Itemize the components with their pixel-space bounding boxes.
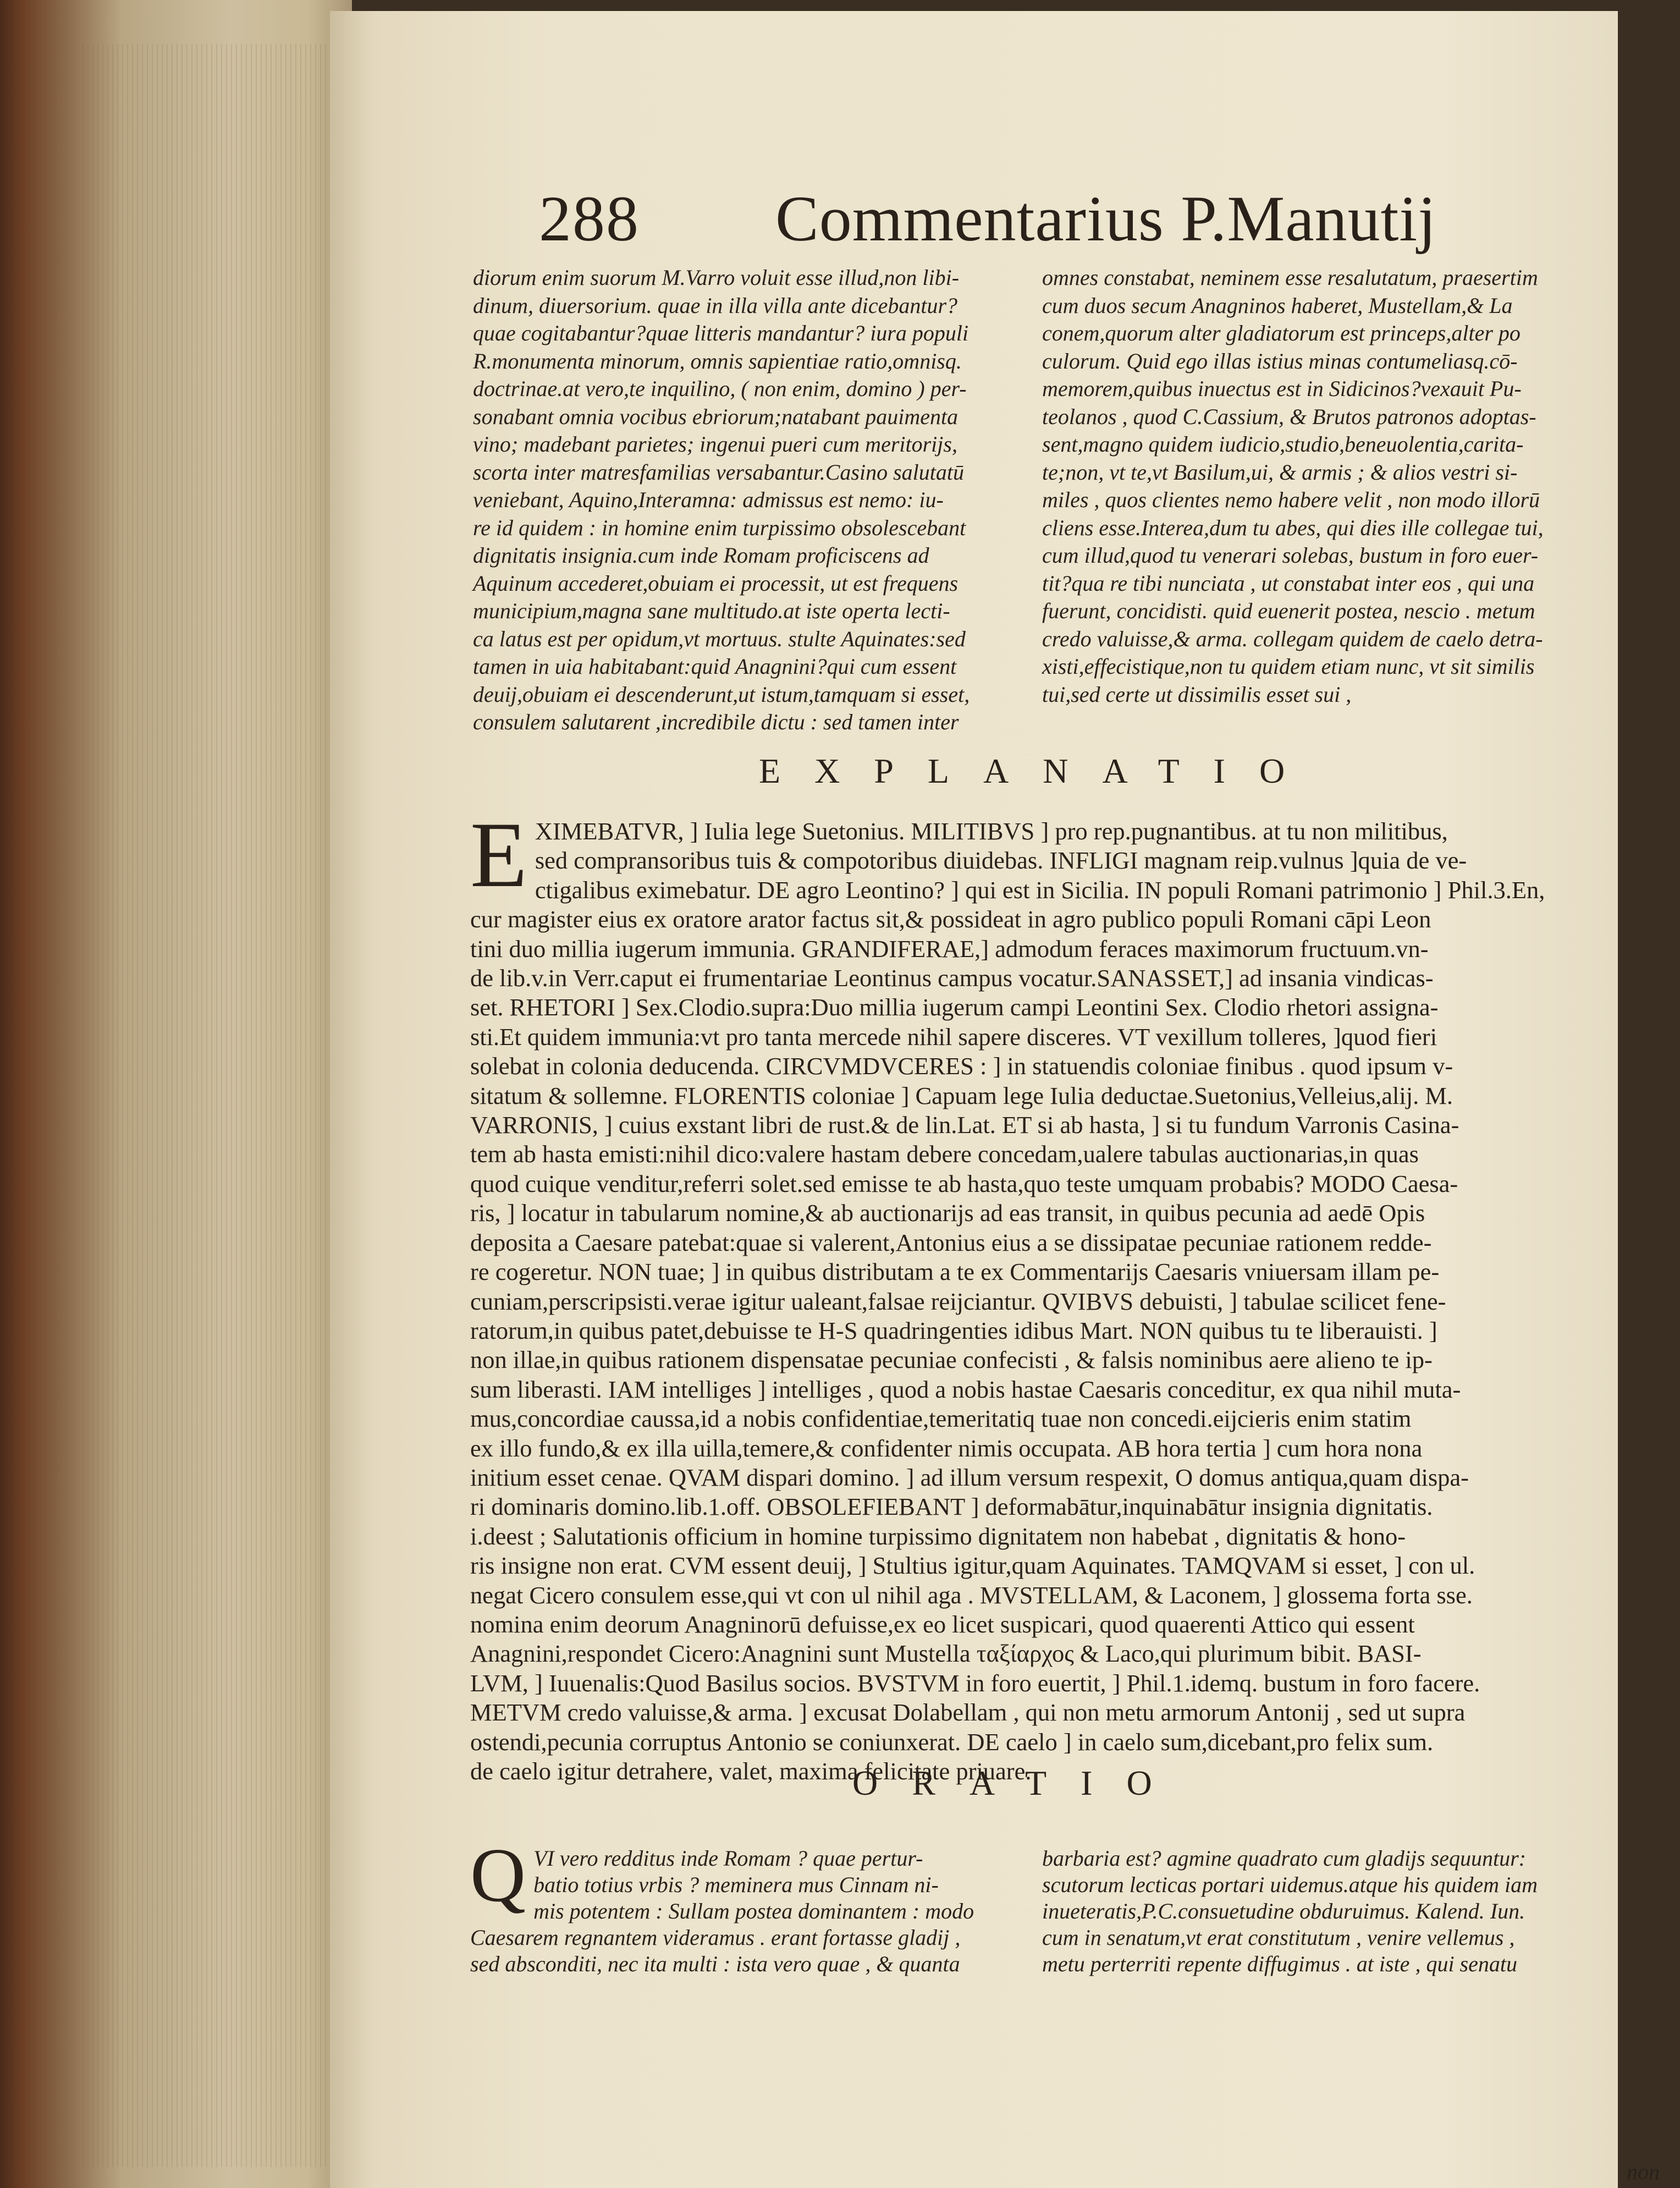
- page-number: 288: [539, 183, 640, 255]
- text-line: tem ab hasta emisti:nihil dico:valere hastam debere concedam,ualere tabulas auctionarias,in quas: [470, 1140, 1419, 1168]
- text-line: sed compransoribus tuis & compotoribus diuidebas. INFLIGI magnam reip.vulnus ]quia de ve-: [535, 846, 1467, 875]
- text-line: ex illo fundo,& ex illa uilla,temere,& confidenter nimis occupata. AB hora tertia ] cum hora nona: [470, 1434, 1423, 1462]
- page-header: [539, 182, 1595, 264]
- text-line: credo valuisse,& arma. collegam quidem de caelo detra-: [1042, 626, 1543, 651]
- text-line: R.monumenta minorum, omnis sapientiae ratio,omnisq.: [473, 348, 962, 373]
- text-line: tamen in uia habitabant:quid Anagnini?qui cum essent: [473, 654, 957, 679]
- text-line: METVM credo valuisse,& arma. ] excusat Dolabellam , qui non metu armorum Antonij , sed ut supra: [470, 1698, 1466, 1727]
- text-line: tit?qua re tibi nunciata , ut constabat inter eos , qui una: [1042, 570, 1535, 596]
- text-line: mus,concordiae caussa,id a nobis confidentiae,temeritatiq tuae non concedi.eijcieris enim statim: [470, 1405, 1412, 1433]
- text-line: negat Cicero consulem esse,qui vt con ul nihil aga . MVSTELLAM, & Laconem, ] glossema forta sse.: [470, 1581, 1473, 1609]
- text-line: de caelo igitur detrahere, valet, maxima felicitate priuare.: [470, 1757, 1032, 1785]
- oratio-column-right: [1042, 1845, 1680, 1977]
- text-line: scorta inter matresfamilias versabantur.Casino salutatū: [473, 459, 965, 485]
- text-line: inueteratis,P.C.consuetudine obduruimus. Kalend. Iun.: [1042, 1899, 1525, 1923]
- text-line: omnes constabat, neminem esse resalutatum, praesertim: [1042, 265, 1538, 290]
- text-line: xisti,effecistique,non tu quidem etiam nunc, vt sit similis: [1042, 654, 1535, 679]
- text-column-left: [473, 264, 1078, 736]
- text-line: nomina enim deorum Anagninorū defuisse,ex eo licet suspicari, quod quaerenti Attico qui essent: [470, 1610, 1415, 1638]
- text-line: LVM, ] Iuuenalis:Quod Basilus socios. BVSTVM in foro euertit, ] Phil.1.idemq. bustum in foro facere.: [470, 1669, 1480, 1697]
- text-line: teolanos , quod C.Cassium, & Brutos patronos adoptas-: [1042, 404, 1536, 429]
- text-line: tui,sed certe ut dissimilis esset sui ,: [1042, 681, 1352, 707]
- text-line: quod cuique venditur,referri solet.sed emisse te ab hasta,quo teste umquam probabis? MODO Caesa-: [470, 1169, 1458, 1197]
- text-line: barbaria est? agmine quadrato cum gladijs sequuntur:: [1042, 1846, 1526, 1871]
- catchword: non: [1627, 2159, 1660, 2184]
- text-line: Caesarem regnantem videramus . erant fortasse gladij ,: [470, 1925, 961, 1950]
- text-line: ri dominaris domino.lib.1.off. OBSOLEFIEBANT ] deformabātur,inquinabātur insignia dignitatis.: [470, 1493, 1433, 1521]
- text-line: culorum. Quid ego illas istius minas contumeliasq.cō-: [1042, 348, 1518, 373]
- text-line: re id quidem : in homine enim turpissimo obsolescebant: [473, 515, 966, 540]
- text-line: memorem,quibus inuectus est in Sidicinos?vexauit Pu-: [1042, 376, 1522, 401]
- text-line: quae cogitabantur?quae litteris mandantur? iura populi: [473, 321, 969, 345]
- text-line: ratorum,in quibus patet,debuisse te H-S quadringenties idibus Mart. NON quibus tu te liberauisti. ]: [470, 1316, 1437, 1344]
- text-line: XIMEBATVR, ] Iulia lege Suetonius. MILITIBVS ] pro rep.pugnantibus. at tu non militibus,: [535, 817, 1448, 845]
- text-line: Anagnini,respondet Cicero:Anagnini sunt Mustella ταξίαρχος & Laco,qui plurimum bibit. BASI-: [470, 1640, 1422, 1668]
- text-line: ris, ] locatur in tabularum nomine,& ab auctionarijs ad eas transit, in quibus pecunia ad aedē Opis: [470, 1199, 1425, 1227]
- text-line: re cogeretur. NON tuae; ] in quibus distributam a te ex Commentarijs Caesaris vniuersam illam pe-: [470, 1258, 1440, 1286]
- text-line: de lib.v.in Verr.caput ei frumentariae Leontinus campus vocatur.SANASSET,] ad insania vindicas-: [470, 964, 1434, 992]
- text-line: VI vero redditus inde Romam ? quae pertur-: [533, 1846, 923, 1871]
- text-line: te;non, vt te,vt Basilum,ui, & armis ; & alios vestri si-: [1042, 459, 1518, 485]
- text-line: sent,magno quidem iudicio,studio,beneuolentia,carita-: [1042, 432, 1524, 457]
- text-line: municipium,magna sane multitudo.at iste operta lecti-: [473, 598, 950, 623]
- text-line: dinum, diuersorium. quae in illa villa ante dicebantur?: [473, 293, 958, 318]
- text-line: Aquinum accederet,obuiam ei processit, ut est frequens: [473, 570, 959, 596]
- text-line: conem,quorum alter gladiatorum est princeps,alter po: [1042, 321, 1521, 345]
- explanatio-heading: EXPLANATIO: [759, 751, 1319, 790]
- text-line: metu perterriti repente diffugimus . at iste , qui senatu: [1042, 1951, 1517, 1976]
- drop-cap-q: Q: [470, 1833, 526, 1918]
- text-line: solebat in colonia deducenda. CIRCVMDVCERES : ] in statuendis coloniae finibus . quod ipsum v-: [470, 1052, 1453, 1080]
- oratio-heading: ORATIO: [852, 1763, 1186, 1802]
- book-page-edges: [0, 0, 352, 2188]
- text-column-right: [1042, 264, 1672, 708]
- drop-cap-e: E: [470, 803, 527, 906]
- text-line: cum in senatum,vt erat constitutum , venire vellemus ,: [1042, 1925, 1515, 1950]
- text-line: batio totius vrbis ? meminera mus Cinnam ni-: [533, 1872, 939, 1897]
- text-line: ris insigne non erat. CVM essent deuij, ] Stultius igitur,quam Aquinates. TAMQVAM si esset, ] con ul.: [470, 1552, 1475, 1580]
- text-line: cum illud,quod tu venerari solebas, bustum in foro euer-: [1042, 543, 1539, 568]
- text-line: vino; madebant parietes; ingenui pueri cum meritorijs,: [473, 432, 957, 457]
- explanatio-body: [470, 803, 1680, 1786]
- text-line: cur magister eius ex oratore arator factus sit,& possideat in agro publico populi Romani cāpi Leon: [470, 905, 1431, 933]
- text-line: mis potentem : Sullam postea dominantem : modo: [533, 1899, 974, 1923]
- text-line: scutorum lecticas portari uidemus.atque his quidem iam: [1042, 1872, 1538, 1897]
- text-line: dignitatis insignia.cum inde Romam proficiscens ad: [473, 543, 929, 568]
- text-line: deposita a Caesare patebat:quae si valerent,Antonius eius a se dissipatae pecuniae rationem redde-: [470, 1228, 1432, 1256]
- text-line: cuniam,perscripsisti.verae igitur ualeant,falsae reijciantur. QVIBVS debuisti, ] tabulae scilicet fene-: [470, 1287, 1446, 1315]
- page-edge-texture: [82, 44, 341, 2167]
- text-line: sitatum & sollemne. FLORENTIS coloniae ] Capuam lege Iulia deductae.Suetonius,Velleius,alij. M.: [470, 1081, 1453, 1109]
- text-line: tini duo millia iugerum immunia. GRANDIFERAE,] admodum feraces maximorum fructuum.vn-: [470, 934, 1429, 963]
- text-line: i.deest ; Salutationis officium in homine turpissimo dignitatem non habebat , dignitatis & hono-: [470, 1522, 1406, 1550]
- text-line: ca latus est per opidum,vt mortuus. stulte Aquinates:sed: [473, 626, 966, 651]
- text-line: sum liberasti. IAM intelliges ] intelliges , quod a nobis hastae Caesaris conceditur, ex qua nihil muta-: [470, 1375, 1461, 1403]
- text-line: VARRONIS, ] cuius exstant libri de rust.& de lin.Lat. ET si ab hasta, ] si tu fundum Varronis Casina-: [470, 1111, 1459, 1139]
- text-line: veniebant, Aquino,Interamna: admissus est nemo: iu-: [473, 487, 944, 512]
- text-line: set. RHETORI ] Sex.Clodio.supra:Duo millia iugerum campi Leontini Sex. Clodio rhetori assigna-: [470, 993, 1439, 1021]
- text-line: consulem salutarent ,incredibile dictu : sed tamen inter: [473, 710, 959, 734]
- text-line: sonabant omnia vocibus ebriorum;natabant pauimenta: [473, 404, 959, 429]
- oratio-column-left: [470, 1833, 1141, 1977]
- text-line: sti.Et quidem immunia:vt pro tanta mercede nihil sapere disceres. VT vexillum tolleres, ]quod fieri: [470, 1022, 1437, 1051]
- text-line: initium esset cenae. QVAM dispari domino. ] ad illum versum respexit, O domus antiqua,quam dispa-: [470, 1463, 1469, 1491]
- text-line: ostendi,pecunia corruptus Antonio se coniunxerat. DE caelo ] in caelo sum,dicebant,pro felix sum.: [470, 1728, 1434, 1756]
- text-line: deuij,obuiam ei descenderunt,ut istum,tamquam si esset,: [473, 681, 970, 707]
- text-line: cliens esse.Interea,dum tu abes, qui dies ille collegae tui,: [1042, 515, 1544, 540]
- text-line: cum duos secum Anagninos haberet, Mustellam,& La: [1042, 293, 1513, 318]
- text-line: ctigalibus eximebatur. DE agro Leontino? ] qui est in Sicilia. IN populi Romani patrimonio ] Phil.3.En,: [535, 876, 1545, 904]
- text-line: doctrinae.at vero,te inquilino, ( non enim, domino ) per-: [473, 376, 967, 401]
- text-line: diorum enim suorum M.Varro voluit esse illud,non libi-: [473, 265, 960, 290]
- book-page: [330, 11, 1660, 2188]
- text-line: fuerunt, concidisti. quid euenerit postea, nescio . metum: [1042, 598, 1535, 623]
- text-line: sed absconditi, nec ita multi : ista vero quae , & quanta: [470, 1951, 960, 1976]
- running-title: Commentarius P.Manutij: [775, 183, 1436, 255]
- text-line: miles , quos clientes nemo habere velit , non modo illorū: [1042, 487, 1540, 512]
- text-line: non illae,in quibus rationem dispensatae pecuniae confecisti , & falsis nominibus aere alieno te ip-: [470, 1346, 1433, 1374]
